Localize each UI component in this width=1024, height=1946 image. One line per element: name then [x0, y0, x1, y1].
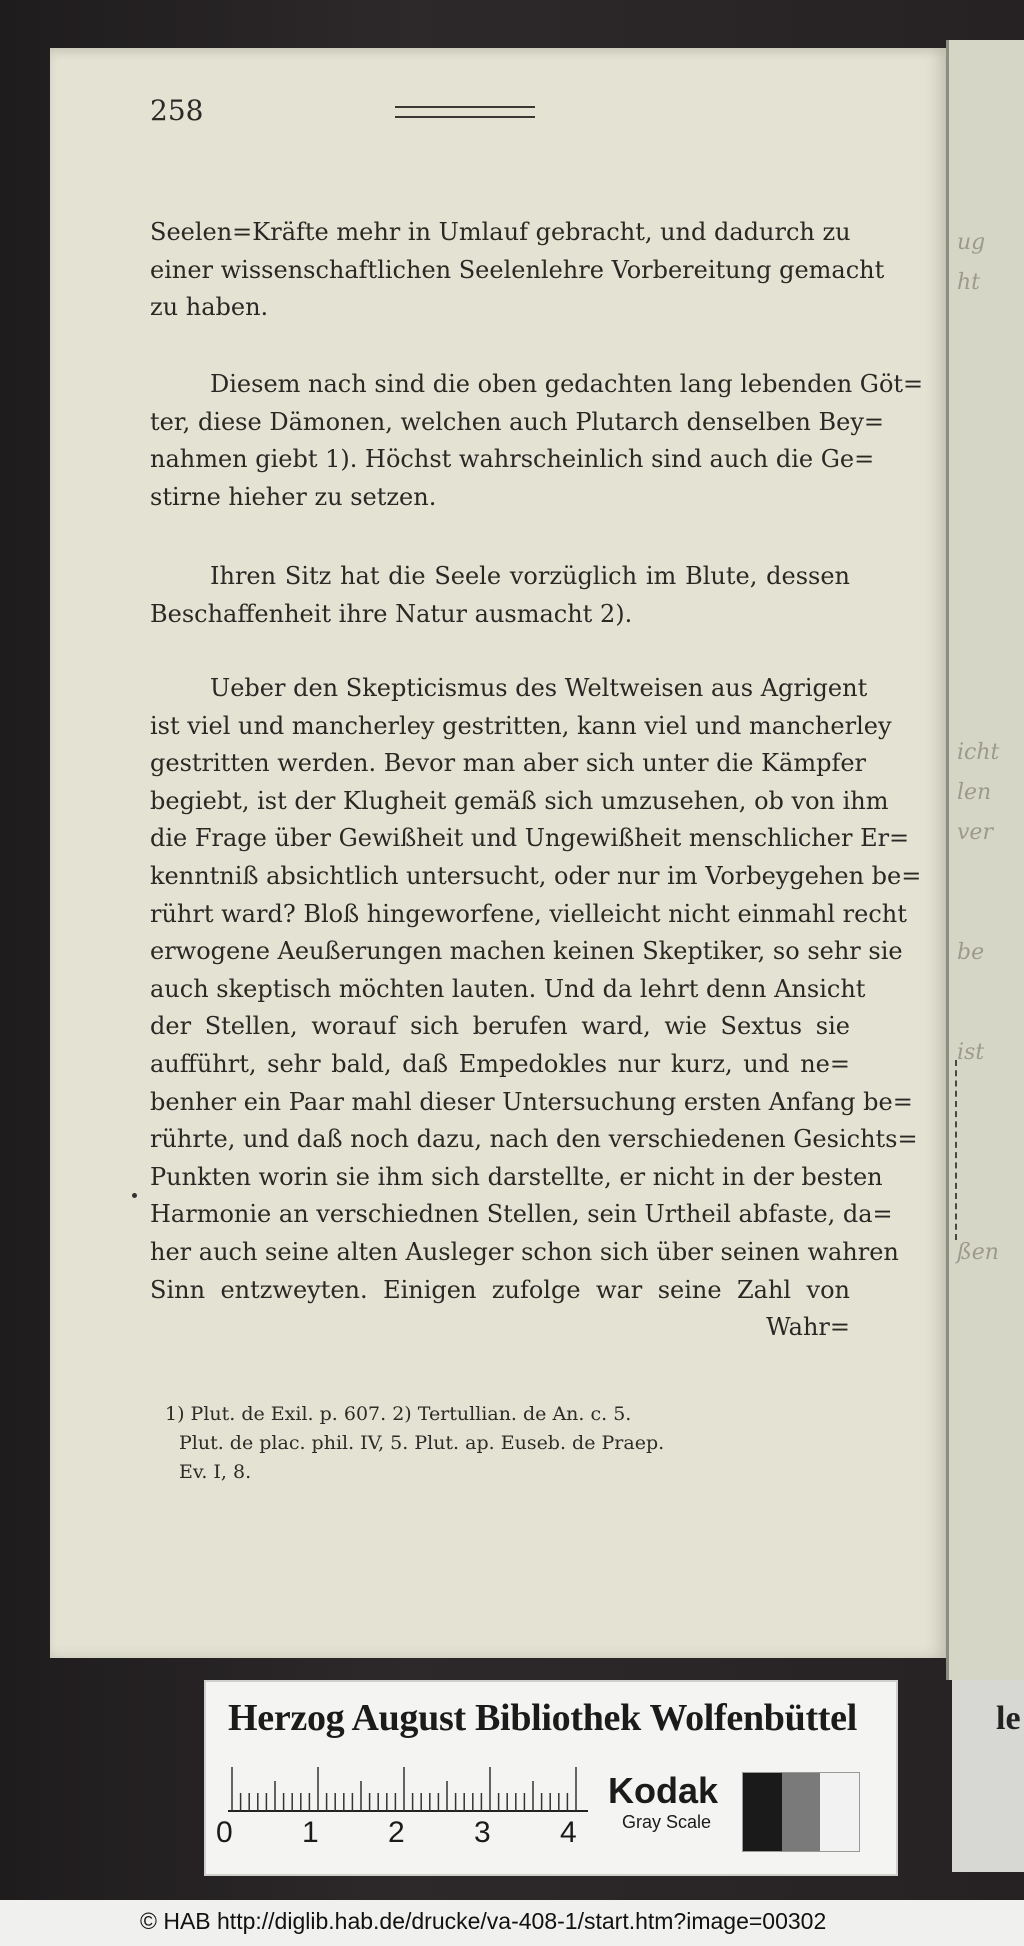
color-target-card [204, 1680, 898, 1876]
text-line: benher ein Paar mahl dieser Untersuchung ersten Anfang be= [150, 1087, 913, 1116]
text-line: erwogene Aeußerungen machen keinen Skeptiker, so sehr sie [150, 937, 903, 966]
text-line: auch skeptisch möchten lauten. Und da lehrt denn Ansicht [150, 974, 866, 1003]
ghost-text: ver [957, 820, 993, 845]
text-line: zu haben. [150, 293, 269, 322]
ruler-number: 3 [474, 1816, 491, 1849]
text-line: stirne hieher zu setzen. [150, 482, 437, 511]
header-rule [395, 106, 535, 118]
ruler-number: 0 [216, 1816, 233, 1849]
margin-mark [132, 1193, 137, 1198]
text-line: Seelen=Kräfte mehr in Umlauf gebracht, und dadurch zu [150, 218, 851, 246]
gray-patch [743, 1773, 782, 1851]
text-line: her auch seine alten Ausleger schon sich über seinen wahren [150, 1237, 899, 1266]
gray-patch [820, 1773, 859, 1851]
text-line: Diesem nach sind die oben gedachten lang lebenden Göt= [210, 370, 924, 398]
text-line: aufführt, sehr bald, daß Empedokles nur kurz, und ne= [150, 1049, 850, 1078]
ruler-number: 1 [302, 1816, 319, 1849]
text-line: begiebt, ist der Klugheit gemäß sich umzusehen, ob von ihm [150, 786, 889, 815]
page-number: 258 [150, 94, 204, 127]
footnote-line: Ev. I, 8. [179, 1461, 252, 1483]
ruler-number: 2 [388, 1816, 405, 1849]
text-line: rührt ward? Bloß hingeworfene, vielleicht nicht einmahl recht [150, 899, 907, 928]
ghost-text: be [957, 940, 985, 965]
text-line: ist viel und mancherley gestritten, kann viel und mancherley [150, 711, 892, 740]
text-line: rührte, und daß noch dazu, nach den verschiedenen Gesichts= [150, 1125, 918, 1154]
gray-scale-patches [742, 1772, 860, 1852]
text-line: Ihren Sitz hat die Seele vorzüglich im Blute, dessen [210, 562, 850, 590]
text-line: einer wissenschaftlichen Seelenlehre Vorbereitung gemacht [150, 255, 885, 284]
adjacent-page-edge [946, 40, 1024, 1680]
text-line: gestritten werden. Bevor man aber sich unter die Kämpfer [150, 749, 867, 778]
footnote-line: Plut. de plac. phil. IV, 5. Plut. ap. Euseb. de Praep. [179, 1432, 665, 1454]
ghost-text: len [957, 780, 992, 805]
copyright-caption: © HAB http://diglib.hab.de/drucke/va-408-1/start.htm?image=00302 [140, 1908, 827, 1934]
margin-line [955, 1060, 959, 1240]
adjacent-target-card [952, 1680, 1024, 1872]
text-line: Harmonie an verschiednen Stellen, sein Urtheil abfaste, da= [150, 1200, 893, 1229]
text-line: kenntniß absichtlich untersucht, oder nur im Vorbeygehen be= [150, 861, 922, 890]
ghost-text: ßen [957, 1240, 999, 1265]
text-line: Beschaffenheit ihre Natur ausmacht 2). [150, 599, 633, 628]
ghost-text: icht [957, 740, 1000, 765]
paragraph-2 [150, 366, 924, 516]
text-line: Ueber den Skepticismus des Weltweisen aus Agrigent [210, 674, 868, 702]
text-line: die Frage über Gewißheit und Ungewißheit menschlicher Er= [150, 824, 910, 853]
paragraph-4 [150, 670, 922, 1347]
text-line: nahmen giebt 1). Höchst wahrscheinlich sind auch die Ge= [150, 445, 875, 474]
text-line: der Stellen, worauf sich berufen ward, wie Sextus sie [150, 1012, 850, 1041]
paragraph-1 [150, 214, 885, 327]
ghost-text: ht [957, 270, 981, 295]
ruler [228, 1762, 588, 1812]
ruler-number: 4 [560, 1816, 577, 1849]
text-line: ter, diese Dämonen, welchen auch Plutarch denselben Bey= [150, 407, 884, 436]
ghost-text: ug [957, 230, 986, 255]
text-line: Sinn entzweyten. Einigen zufolge war seine Zahl von [150, 1275, 850, 1304]
ruler-numbers [216, 1816, 596, 1850]
footnote-line: 1) Plut. de Exil. p. 607. 2) Tertullian. de An. c. 5. [165, 1403, 632, 1425]
catchword: Wahr= [766, 1313, 850, 1342]
footnotes [165, 1400, 855, 1487]
caption-bar [0, 1900, 1024, 1946]
paragraph-3 [150, 558, 850, 633]
library-name: Herzog August Bibliothek Wolfenbüttel [228, 1697, 857, 1739]
text-line: Punkten worin sie ihm sich darstellte, er nicht in der besten [150, 1162, 883, 1191]
gray-patch [782, 1773, 821, 1851]
ghost-text: ist [957, 1040, 985, 1065]
adjacent-target-letter: le [996, 1700, 1021, 1737]
kodak-logo: Kodak [608, 1770, 719, 1811]
gray-scale-label: Gray Scale [622, 1812, 712, 1832]
